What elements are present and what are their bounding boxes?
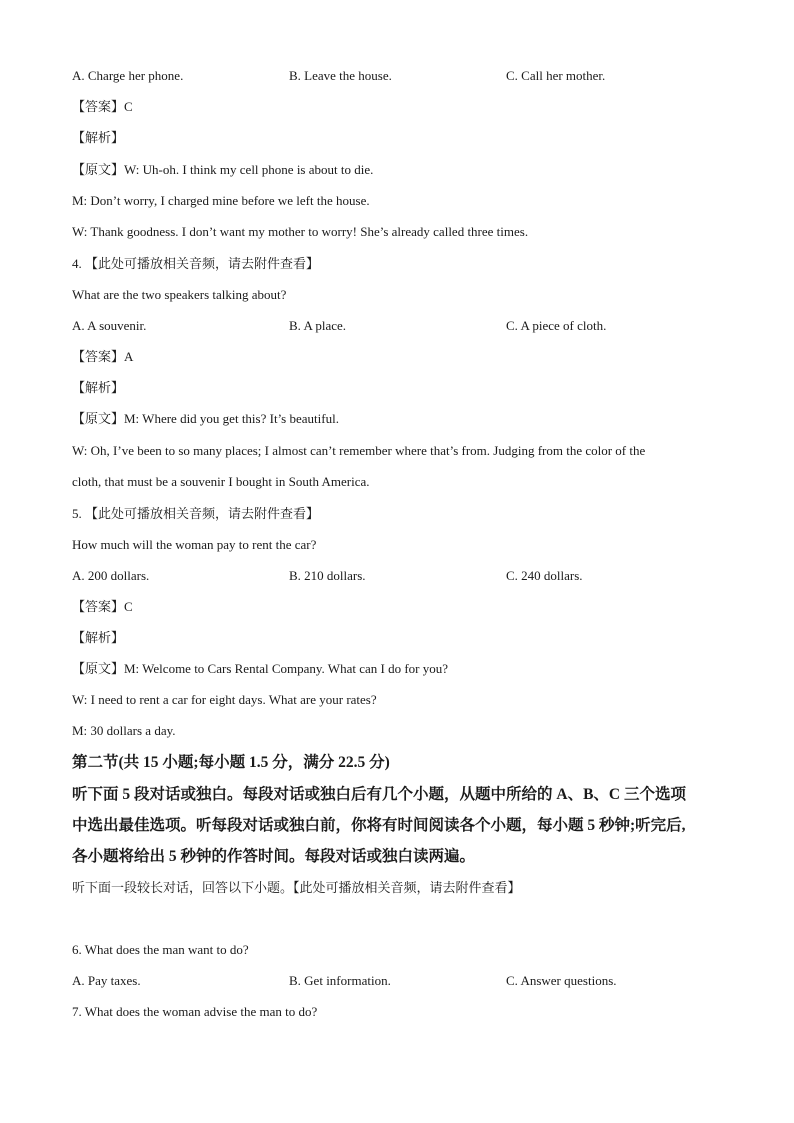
q4-transcript-line: cloth, that must be a souvenir I bought in South America. xyxy=(72,474,370,489)
q5-answer: 【答案】C xyxy=(72,599,133,614)
q5-transcript-line: M: 30 dollars a day. xyxy=(72,723,176,738)
q5-question: How much will the woman pay to rent the car? xyxy=(72,537,317,552)
q5-option-c: C. 240 dollars. xyxy=(506,568,583,583)
q6-option-c: C. Answer questions. xyxy=(506,973,617,988)
q5-option-b: B. 210 dollars. xyxy=(289,568,366,583)
section2-instructions-line: 各小题将给出 5 秒钟的作答时间。每段对话或独白读两遍。 xyxy=(72,848,476,865)
q6-option-b: B. Get information. xyxy=(289,973,391,988)
q3-option-b: B. Leave the house. xyxy=(289,68,392,83)
section2-instructions-line: 中选出最佳选项。听每段对话或独白前，你将有时间阅读各个小题，每小题 5 秒钟;听完后, xyxy=(72,817,686,834)
q4-heading: 4. 【此处可播放相关音频，请去附件查看】 xyxy=(72,256,320,271)
section2-title: 第二节(共 15 小题;每小题 1.5 分，满分 22.5 分) xyxy=(72,754,390,771)
q3-transcript-line: M: Don’t worry, I charged mine before we left the house. xyxy=(72,193,370,208)
q3-analysis: 【解析】 xyxy=(72,130,125,145)
q5-heading: 5. 【此处可播放相关音频，请去附件查看】 xyxy=(72,506,320,521)
section2-prompt: 听下面一段较长对话，回答以下小题。【此处可播放相关音频，请去附件查看】 xyxy=(72,880,521,895)
q4-answer: 【答案】A xyxy=(72,349,134,364)
q5-transcript-line: W: I need to rent a car for eight days. What are your rates? xyxy=(72,692,377,707)
q4-option-a: A. A souvenir. xyxy=(72,318,147,333)
q3-answer: 【答案】C xyxy=(72,99,133,114)
q5-option-a: A. 200 dollars. xyxy=(72,568,150,583)
q3-transcript-line: 【原文】W: Uh-oh. I think my cell phone is about to die. xyxy=(72,162,374,177)
q4-transcript-line: W: Oh, I’ve been to so many places; I almost can’t remember where that’s from. Judging from the color of the xyxy=(72,443,646,458)
q7-question: 7. What does the woman advise the man to do? xyxy=(72,1004,318,1019)
q4-option-c: C. A piece of cloth. xyxy=(506,318,607,333)
q3-option-a: A. Charge her phone. xyxy=(72,68,184,83)
section2-instructions-line: 听下面 5 段对话或独白。每段对话或独白后有几个小题，从题中所给的 A、B、C 三个选项 xyxy=(72,786,686,803)
q3-option-c: C. Call her mother. xyxy=(506,68,606,83)
q4-transcript-line: 【原文】M: Where did you get this? It’s beautiful. xyxy=(72,411,339,426)
q4-option-b: B. A place. xyxy=(289,318,347,333)
q3-transcript-line: W: Thank goodness. I don’t want my mother to worry! She’s already called three times. xyxy=(72,224,529,239)
q5-analysis: 【解析】 xyxy=(72,630,125,645)
q5-transcript-line: 【原文】M: Welcome to Cars Rental Company. What can I do for you? xyxy=(72,661,448,676)
q4-analysis: 【解析】 xyxy=(72,380,125,395)
q6-question: 6. What does the man want to do? xyxy=(72,942,249,957)
q4-question: What are the two speakers talking about? xyxy=(72,287,287,302)
q6-option-a: A. Pay taxes. xyxy=(72,973,141,988)
